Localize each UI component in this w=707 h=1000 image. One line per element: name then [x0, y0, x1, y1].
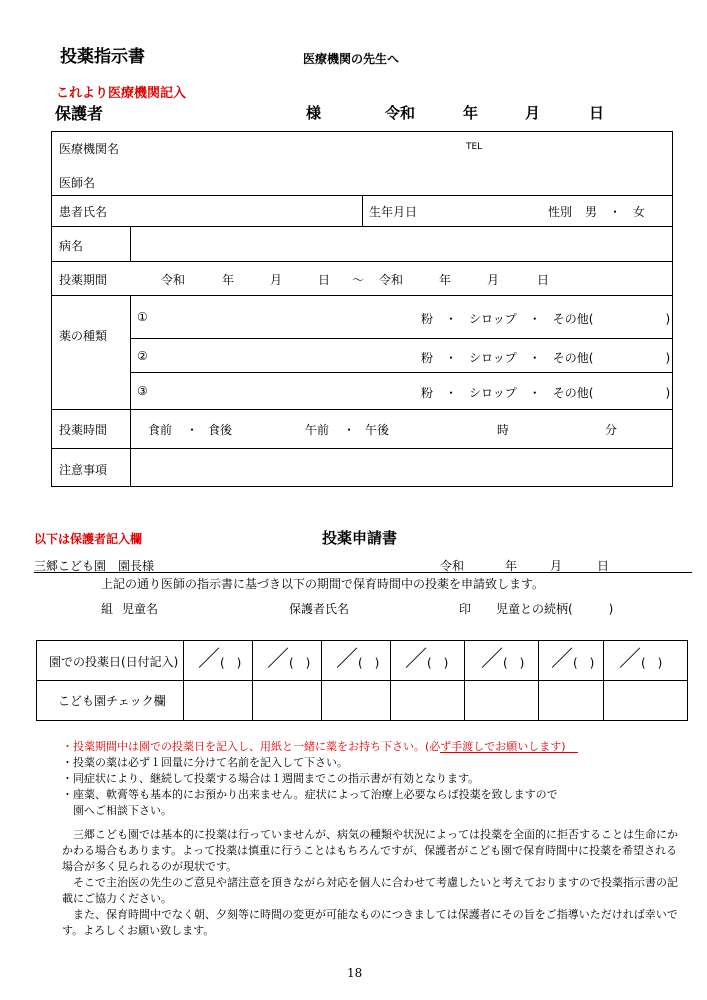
date-slash-4: ／	[405, 647, 428, 672]
date-cell-2: ( )	[289, 656, 311, 670]
pm-option: 午後	[365, 423, 390, 437]
child-name-label: 児童名	[122, 602, 159, 616]
period-start-day: 日	[318, 273, 331, 287]
period-start-year: 年	[222, 273, 235, 287]
medicine-type-label: 薬の種類	[59, 329, 108, 343]
medicine-row-3-options: 粉 ・ シロップ ・ その他( )	[421, 386, 671, 400]
hour-label: 時	[497, 423, 510, 437]
date-slash-6: ／	[551, 647, 574, 672]
medicine-row-1-options: 粉 ・ シロップ ・ その他( )	[421, 312, 671, 326]
paragraph-2-line-2: 載にご協力ください。	[62, 892, 172, 905]
addressee: 三郷こども園 園長様	[34, 559, 155, 573]
request-title: 投薬申請書	[322, 529, 398, 547]
guardian-name-label: 保護者氏名	[289, 602, 350, 616]
request-era: 令和	[440, 559, 465, 573]
paragraph-3-line-1: また、保育時間中でなく朝、夕刻等に時間の変更が可能なものにつきましては保護者にその旨をご指導いただければ幸いで	[62, 908, 678, 921]
seal-label: 印	[459, 602, 472, 616]
red-notice-underline	[440, 752, 578, 753]
date-cell-7: ( )	[641, 656, 663, 670]
note-2: ・投薬の薬は必ず１回量に分けて名前を記入して下さい。	[62, 756, 348, 769]
guardian-section-label: 以下は保護者記入欄	[34, 532, 143, 546]
month-label: 月	[525, 104, 541, 122]
medicine-row-1-number: ①	[137, 310, 148, 324]
document-title: 投薬指示書	[60, 47, 145, 67]
era-label: 令和	[385, 104, 416, 122]
note-4-cont: 園へご相談下さい。	[62, 804, 172, 817]
red-notice: ・投薬期間中は園での投薬日を記入し、用紙と一緒に薬をお持ち下さい。(必ず手渡しでお願いします)	[62, 740, 566, 753]
relation-label: 児童との続柄( )	[496, 602, 614, 616]
sex-separator: ・	[609, 205, 622, 219]
timing-label: 投薬時間	[59, 423, 108, 437]
female-option: 女	[633, 205, 646, 219]
request-statement: 上記の通り医師の指示書に基づき以下の期間で保育時間中の投薬を申請致します。	[101, 577, 545, 591]
date-slash-7: ／	[619, 647, 642, 672]
date-slash-3: ／	[336, 647, 359, 672]
male-option: 男	[585, 205, 598, 219]
disease-label: 病名	[59, 239, 84, 253]
sama-label: 様	[306, 104, 322, 122]
birthdate-label: 生年月日	[369, 205, 418, 219]
class-label: 組	[101, 602, 114, 616]
request-day: 日	[597, 559, 610, 573]
notes-label: 注意事項	[59, 463, 108, 477]
medicine-row-2-number: ②	[137, 349, 148, 363]
tel-label: TEL	[466, 142, 483, 152]
addressee-underline	[34, 572, 692, 573]
after-meal-option: 食後	[208, 423, 233, 437]
ampm-separator: ・	[343, 423, 356, 437]
instruction-form	[51, 131, 673, 487]
year-label: 年	[463, 104, 479, 122]
period-label: 投薬期間	[59, 273, 108, 287]
period-start-era: 令和	[161, 273, 186, 287]
medicine-row-2-options: 粉 ・ シロップ ・ その他( )	[421, 351, 671, 365]
guardian-label: 保護者	[55, 104, 104, 123]
paragraph-1-line-2: かわる場合もあります。よって投薬は慎重に行うことはもちろんですが、保護者がこども園で保育時間中に投薬を希望される	[62, 844, 678, 857]
day-label: 日	[589, 104, 605, 122]
minute-label: 分	[605, 423, 618, 437]
doctor-name-label: 医師名	[59, 176, 96, 190]
paragraph-2-line-1: そこで主治医の先生のご意見や諸注意を頂きながら対応を個人に合わせて考慮したいと考えておりますので投薬指示書の記	[62, 876, 678, 889]
school-check-label: こども園チェック欄	[58, 694, 166, 708]
am-option: 午前	[305, 423, 330, 437]
period-tilde: ～	[352, 273, 365, 287]
paragraph-3-line-2: す。よろしくお願い致します。	[62, 924, 215, 937]
medicine-row-3-number: ③	[137, 384, 148, 398]
date-slash-5: ／	[481, 647, 504, 672]
period-start-month: 月	[270, 273, 283, 287]
date-cell-3: ( )	[358, 656, 380, 670]
paragraph-1-line-3: 場合が多く見られるのが現状です。	[62, 860, 238, 873]
institution-name-label: 医療機関名	[59, 142, 120, 156]
period-end-year: 年	[439, 273, 452, 287]
period-end-month: 月	[487, 273, 500, 287]
sex-label: 性別	[548, 205, 573, 219]
date-cell-6: ( )	[573, 656, 595, 670]
page-number: 18	[347, 966, 363, 980]
request-month: 月	[550, 559, 563, 573]
request-year: 年	[505, 559, 518, 573]
medical-section-label: これより医療機関記入	[56, 86, 187, 101]
note-3: ・同症状により、継続して投薬する場合は１週間までこの指示書が有効となります。	[62, 772, 480, 785]
date-cell-4: ( )	[427, 656, 449, 670]
patient-name-label: 患者氏名	[59, 205, 108, 219]
addressed-to-doctor: 医療機関の先生へ	[303, 52, 400, 66]
note-4: ・座薬、軟膏等も基本的にお預かり出来ません。症状によって治療上必要ならば投薬を致しますので	[62, 788, 558, 801]
before-meal-option: 食前	[148, 423, 173, 437]
period-end-era: 令和	[379, 273, 404, 287]
date-slash-1: ／	[198, 647, 221, 672]
date-slash-2: ／	[267, 647, 290, 672]
date-cell-5: ( )	[503, 656, 525, 670]
paragraph-1-line-1: 三郷こども園では基本的に投薬は行っていませんが、病気の種類や状況によっては投薬を全面的に拒否することは生命にか	[62, 828, 678, 841]
period-end-day: 日	[537, 273, 550, 287]
dosing-date-label: 園での投薬日(日付記入)	[49, 655, 179, 669]
date-cell-1: ( )	[220, 656, 242, 670]
meal-separator: ・	[186, 423, 199, 437]
